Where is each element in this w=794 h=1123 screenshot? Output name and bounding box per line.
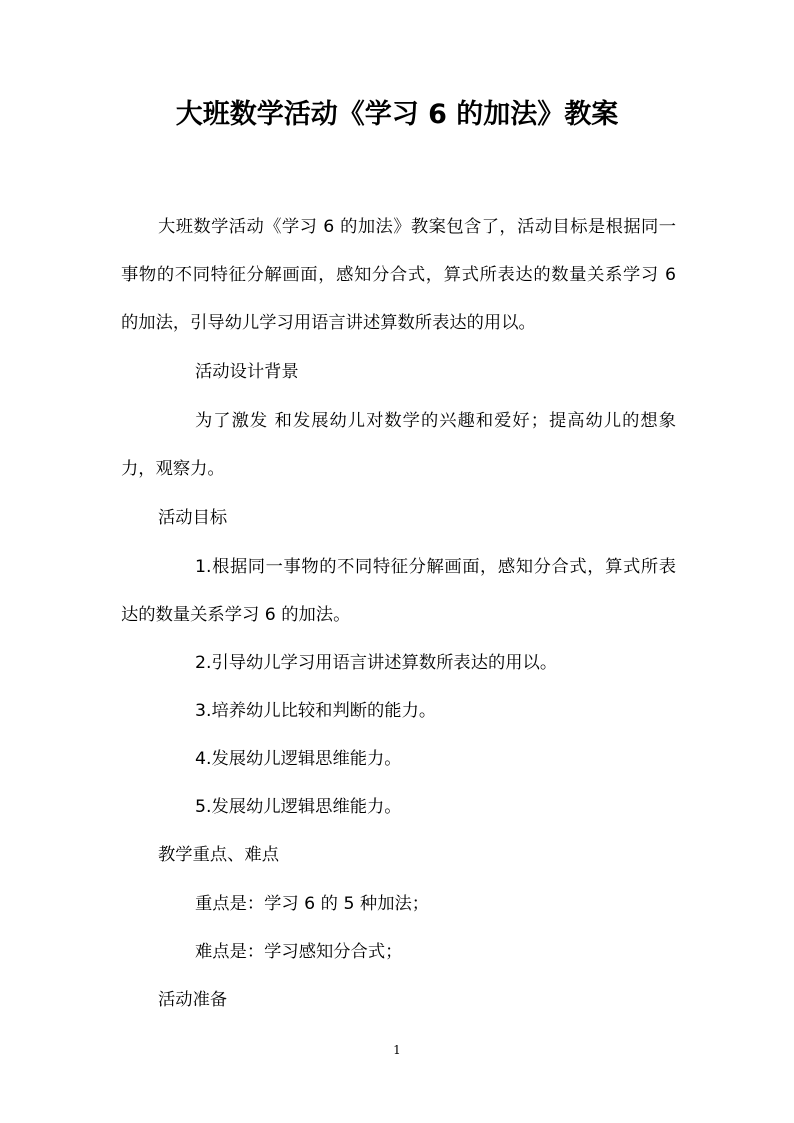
document-title: 大班数学活动《学习 6 的加法》教案 (175, 99, 619, 130)
goal-item-2: 2.引导幼儿学习用语言讲述算数所表达的用以。 (195, 653, 558, 673)
goal-item-5: 5.发展幼儿逻辑思维能力。 (195, 797, 402, 817)
focus-difficult-point: 难点是：学习感知分合式； (195, 942, 403, 962)
page-number: 1 (393, 1043, 401, 1057)
goal-item-4: 4.发展幼儿逻辑思维能力。 (195, 749, 402, 769)
focus-key-point: 重点是：学习 6 的 5 种加法； (195, 894, 430, 914)
goals-heading: 活动目标 (158, 508, 228, 528)
background-heading: 活动设计背景 (195, 362, 299, 382)
background-paragraph: 为了激发 和发展幼儿对数学的兴趣和爱好；提高幼儿的想象力，观察力。 (121, 411, 676, 479)
intro-paragraph: 大班数学活动《学习 6 的加法》教案包含了，活动目标是根据同一事物的不同特征分解画面，感知分合式，算式所表达的数量关系学习 6 的加法，引导幼儿学习用语言讲述算数所表达的用以。 (121, 217, 676, 333)
goal-item-1: 1.根据同一事物的不同特征分解画面，感知分合式，算式所表达的数量关系学习 6 的加法。 (121, 557, 676, 625)
focus-heading: 教学重点、难点 (158, 845, 279, 865)
goal-item-3: 3.培养幼儿比较和判断的能力。 (195, 701, 437, 721)
prep-heading: 活动准备 (158, 990, 228, 1010)
